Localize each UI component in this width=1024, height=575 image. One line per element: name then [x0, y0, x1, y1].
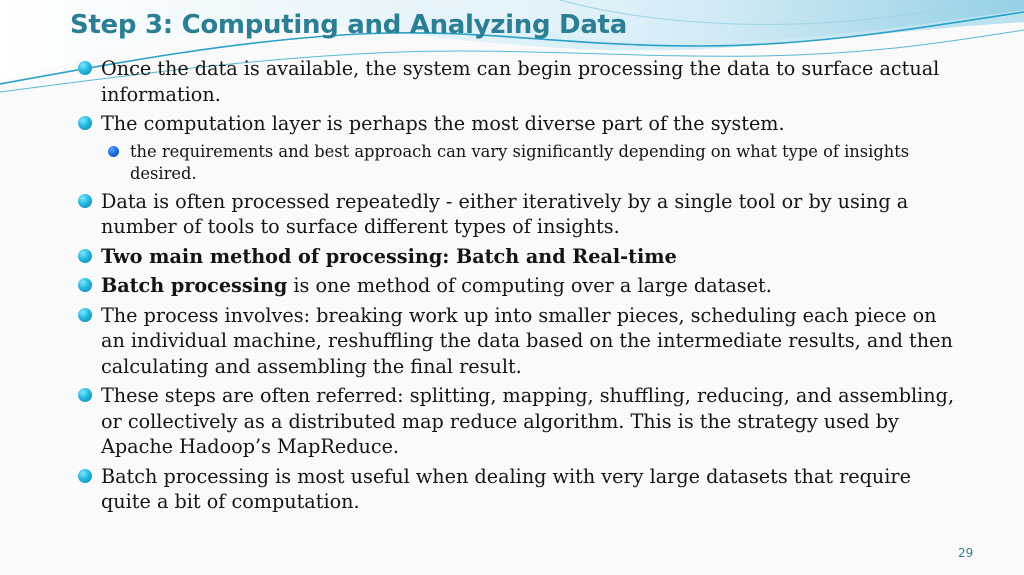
- bullet-item: [78, 189, 958, 240]
- bullet-item: [78, 244, 958, 270]
- bullet-icon: [78, 116, 92, 130]
- bullet-text-bold: Batch processing: [101, 274, 288, 297]
- bullet-text: Batch processing is most useful when dealing with very large datasets that require quite a bit of computation.: [101, 464, 911, 513]
- bullet-item: [78, 464, 958, 515]
- bullet-item: [78, 303, 958, 380]
- slide-title: Step 3: Computing and Analyzing Data: [70, 10, 627, 40]
- bullet-text: Once the data is available, the system can begin processing the data to surface actual information.: [101, 57, 940, 106]
- sub-bullet-item: [108, 141, 958, 185]
- bullet-text-bold: Two main method of processing: Batch and Real-time: [101, 244, 677, 268]
- bullet-text: is one method of computing over a large dataset.: [287, 274, 772, 297]
- bullet-item: [78, 273, 958, 299]
- bullet-text: The computation layer is perhaps the most diverse part of the system.: [101, 112, 785, 135]
- bullet-icon: [78, 469, 92, 483]
- bullet-icon: [78, 61, 92, 75]
- bullet-text: Data is often processed repeatedly - either iteratively by a single tool or by using a number of tools to surface different types of insights.: [101, 189, 909, 238]
- bullet-text: The process involves: breaking work up into smaller pieces, scheduling each piece on an individual machine, reshuffling the data based on the intermediate results, and then calculating and assembling the final result.: [101, 303, 953, 378]
- bullet-icon: [78, 194, 92, 208]
- bullet-icon: [78, 388, 92, 402]
- bullet-item: [78, 56, 958, 107]
- bullet-icon: [78, 249, 92, 263]
- bullet-icon: [108, 146, 119, 157]
- bullet-item: [78, 383, 958, 460]
- bullet-text: These steps are often referred: splitting, mapping, shuffling, reducing, and assembling, or collectively as a distributed map reduce algorithm. This is the strategy used by Apache Hadoop’s MapReduce.: [101, 384, 955, 458]
- bullet-icon: [78, 308, 92, 322]
- page-number: 29: [958, 546, 974, 560]
- bullet-text: the requirements and best approach can vary significantly depending on what type of insights desired.: [130, 141, 910, 183]
- bullet-icon: [78, 278, 92, 292]
- bullet-item: [78, 111, 958, 137]
- bullet-list: [78, 56, 958, 519]
